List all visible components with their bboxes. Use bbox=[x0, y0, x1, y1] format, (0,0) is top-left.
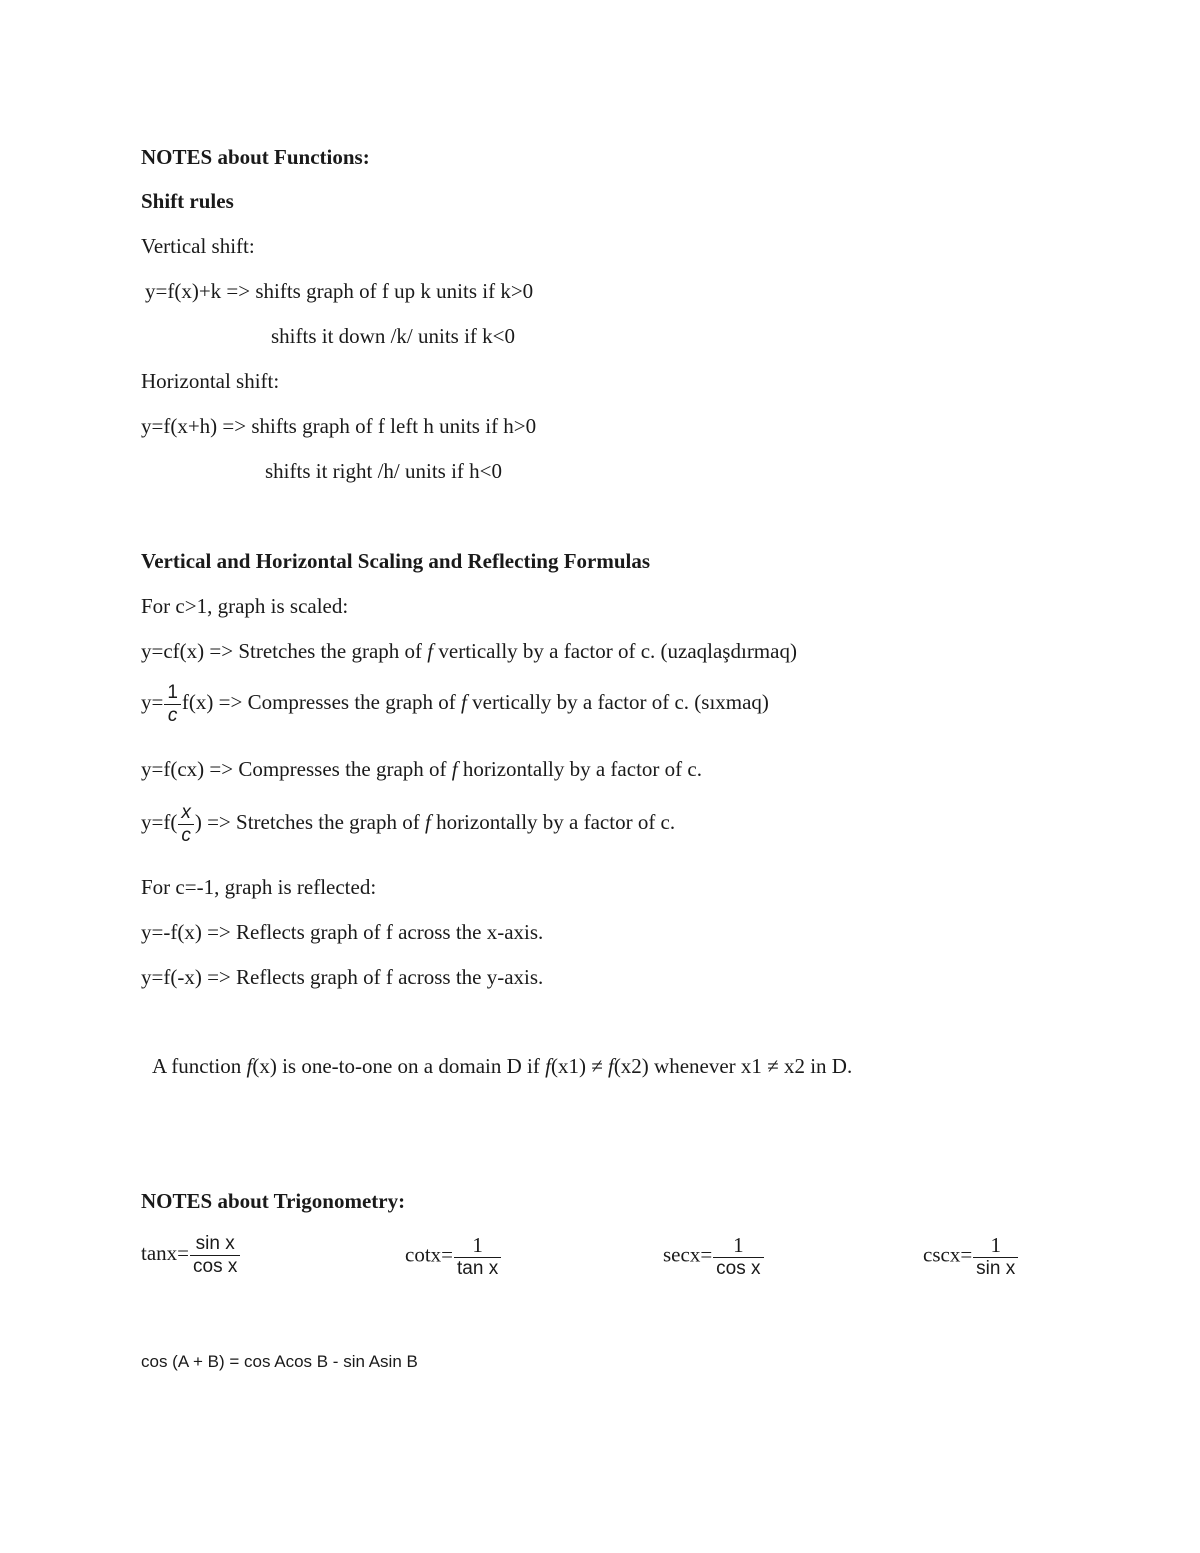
x-over-c-fraction bbox=[178, 802, 194, 847]
vertical-compress-rule bbox=[141, 682, 769, 727]
horizontal-compress-text: y=f(cx) => Compresses the graph of bbox=[141, 757, 452, 781]
trigonometry-heading: NOTES about Trigonometry: bbox=[141, 1189, 406, 1213]
fraction-denominator: c bbox=[178, 824, 194, 847]
definition-text: (x1) ≠ bbox=[550, 1054, 608, 1078]
vertical-shift-label: Vertical shift: bbox=[141, 234, 255, 258]
horizontal-compress-rule bbox=[141, 758, 702, 781]
vertical-stretch-text-end: vertically by a factor of c. (uzaqlaşdırmaq) bbox=[433, 639, 797, 663]
function-symbol: f bbox=[461, 690, 467, 715]
vertical-stretch-rule bbox=[141, 640, 797, 663]
identity-lhs: cotx= bbox=[405, 1242, 453, 1267]
fraction-denominator: tan x bbox=[454, 1257, 501, 1280]
horizontal-stretch-text-end: horizontally by a factor of c. bbox=[430, 810, 676, 835]
function-symbol: f bbox=[451, 757, 458, 781]
horizontal-compress-text-end: horizontally by a factor of c. bbox=[457, 757, 702, 781]
identity-fraction bbox=[190, 1233, 240, 1278]
definition-text: A function bbox=[152, 1054, 247, 1078]
fraction-denominator: cos x bbox=[713, 1257, 763, 1280]
vertical-compress-text-end: vertically by a factor of c. (sıxmaq) bbox=[466, 690, 769, 715]
fraction-numerator: x bbox=[181, 802, 191, 823]
csc-identity bbox=[923, 1233, 1019, 1280]
identity-lhs: secx= bbox=[663, 1242, 713, 1267]
function-symbol: f bbox=[545, 1054, 551, 1078]
horizontal-stretch-text: ) => Stretches the graph of bbox=[194, 810, 425, 835]
function-symbol: f bbox=[424, 810, 431, 835]
function-symbol: f bbox=[607, 1054, 614, 1078]
cot-identity bbox=[405, 1233, 502, 1280]
horizontal-stretch-prefix: y=f( bbox=[141, 810, 178, 835]
one-to-one-definition bbox=[152, 1055, 852, 1078]
fraction-numerator: 1 bbox=[733, 1233, 744, 1257]
shift-rules-heading: Shift rules bbox=[141, 189, 234, 213]
vertical-shift-rule-2: shifts it down /k/ units if k<0 bbox=[271, 324, 516, 348]
function-symbol: f bbox=[246, 1054, 253, 1078]
function-symbol: f bbox=[427, 639, 434, 663]
fraction-numerator: 1 bbox=[472, 1233, 483, 1257]
vertical-compress-text: f(x) => Compresses the graph of bbox=[181, 690, 462, 715]
horizontal-shift-rule-2: shifts it right /h/ units if h<0 bbox=[265, 459, 503, 483]
vertical-stretch-text: y=cf(x) => Stretches the graph of bbox=[141, 639, 428, 663]
identity-fraction bbox=[713, 1233, 763, 1280]
fraction-numerator: 1 bbox=[167, 682, 178, 703]
fraction-numerator: 1 bbox=[990, 1233, 1001, 1257]
fraction-numerator: sin x bbox=[195, 1233, 235, 1254]
one-over-c-fraction bbox=[164, 682, 181, 727]
definition-text: (x) is one-to-one on a domain D if bbox=[252, 1054, 546, 1078]
horizontal-shift-label: Horizontal shift: bbox=[141, 369, 280, 393]
horizontal-stretch-rule bbox=[141, 802, 675, 847]
cosine-sum-identity: cos (A + B) = cos Acos B - sin Asin B bbox=[141, 1352, 418, 1371]
reflect-y-axis-rule: y=f(-x) => Reflects graph of f across the y-axis. bbox=[141, 965, 544, 989]
horizontal-shift-rule-1: y=f(x+h) => shifts graph of f left h units if h>0 bbox=[141, 414, 537, 438]
tan-identity bbox=[141, 1233, 241, 1278]
vertical-compress-prefix: y= bbox=[141, 690, 164, 715]
identity-fraction bbox=[973, 1233, 1018, 1280]
reflect-x-axis-rule: y=-f(x) => Reflects graph of f across the x-axis. bbox=[141, 920, 544, 944]
reflected-condition: For c=-1, graph is reflected: bbox=[141, 875, 377, 899]
fraction-denominator: cos x bbox=[190, 1255, 240, 1278]
fraction-denominator: sin x bbox=[973, 1257, 1018, 1280]
identity-lhs: cscx= bbox=[923, 1242, 973, 1267]
functions-heading: NOTES about Functions: bbox=[141, 145, 370, 169]
scaled-condition: For c>1, graph is scaled: bbox=[141, 594, 349, 618]
vertical-shift-rule-1: y=f(x)+k => shifts graph of f up k units if k>0 bbox=[145, 279, 534, 303]
definition-text: (x2) whenever x1 ≠ x2 in D. bbox=[613, 1054, 853, 1078]
identity-lhs: tanx= bbox=[141, 1241, 189, 1266]
sec-identity bbox=[663, 1233, 765, 1280]
identity-fraction bbox=[454, 1233, 501, 1280]
fraction-denominator: c bbox=[164, 704, 181, 727]
scaling-heading: Vertical and Horizontal Scaling and Reflecting Formulas bbox=[141, 549, 651, 573]
